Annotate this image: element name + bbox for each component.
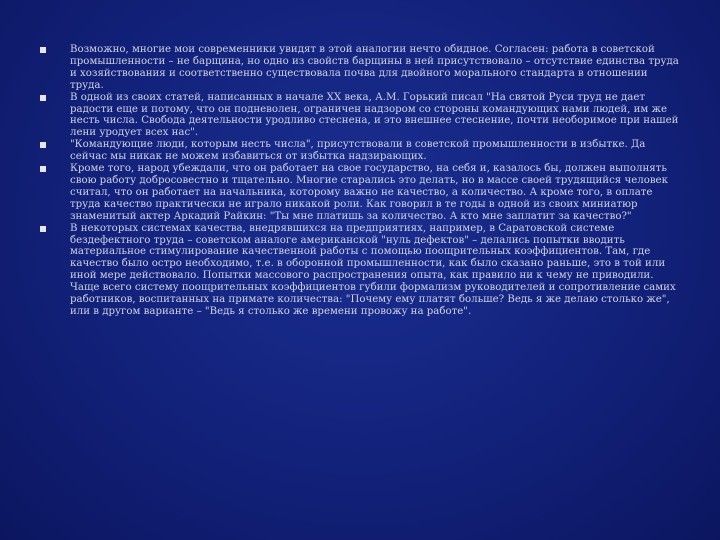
bullet-item [40, 163, 680, 223]
bullet-item [40, 223, 680, 318]
bullet-item [40, 92, 680, 140]
bullet-text: Возможно, многие мои современники увидят в этой аналогии нечто обидное. Согласен: работа в советской промышленности – не барщина, но одно из свойств барщины в ней присутствовало – отсутствие единства труда и хозяйствования и соответственно существовала почва для двойного морального стандарта в отношении труда. [70, 44, 679, 91]
bullet-text: Кроме того, народ убеждали, что он работает на свое государство, на себя и, казалось бы, должен выполнять свою работу добросовестно и тщательно. Многие старались это делать, но в массе своей трудящийся человек считал, что он работает на начальника, которому важно не качество, а количество. А кроме того, в оплате труда качество практически не играло никакой роли. Как говорил в те годы в одной из своих миниатюр знаменитый актер Аркадий Райкин: "Ты мне платишь за количество. А кто мне заплатит за качество?" [70, 163, 668, 222]
square-bullet-icon [40, 142, 46, 148]
square-bullet-icon [40, 226, 46, 232]
bullet-item [40, 139, 680, 163]
square-bullet-icon [40, 166, 46, 172]
bullet-text: В некоторых системах качества, внедрявшихся на предприятиях, например, в Саратовской системе бездефектного труда – советском аналоге американской "нуль дефектов" – делались попытки вводить материальное стимулирование качественной работы с помощью поощрительных коэффициентов. Там, где качество было остро необходимо, т.е. в оборонной промышленности, как было сказано раньше, это в той или иной мере действовало. Попытки массового распространения опыта, как правило ни к чему не приводили. Чаще всего систему поощрительных коэффициентов губили формализм руководителей и сопротивление самих работников, воспитанных на примате количества: "Почему ему платят больше? Ведь я же делаю столько же", или в другом варианте – "Ведь я столько же времени провожу на работе". [70, 222, 676, 317]
bullet-text: "Командующие люди, которым несть числа", присутствовали в советской промышленности в избытке. Да сейчас мы никак не можем избавиться от избытка надзирающих. [70, 139, 646, 163]
square-bullet-icon [40, 47, 46, 53]
square-bullet-icon [40, 95, 46, 101]
bullet-item [40, 44, 680, 92]
bullet-text: В одной из своих статей, написанных в начале ХХ века, А.М. Горький писал "На святой Руси труд не дает радости еще и потому, что он подневолен, ограничен надзором со стороны командующих нами людей, им же несть числа. Свобода деятельности уродливо стеснена, и это внешнее стеснение, почти необоримое при нашей лени уродует всех нас". [70, 91, 679, 139]
bullet-list [40, 44, 680, 318]
